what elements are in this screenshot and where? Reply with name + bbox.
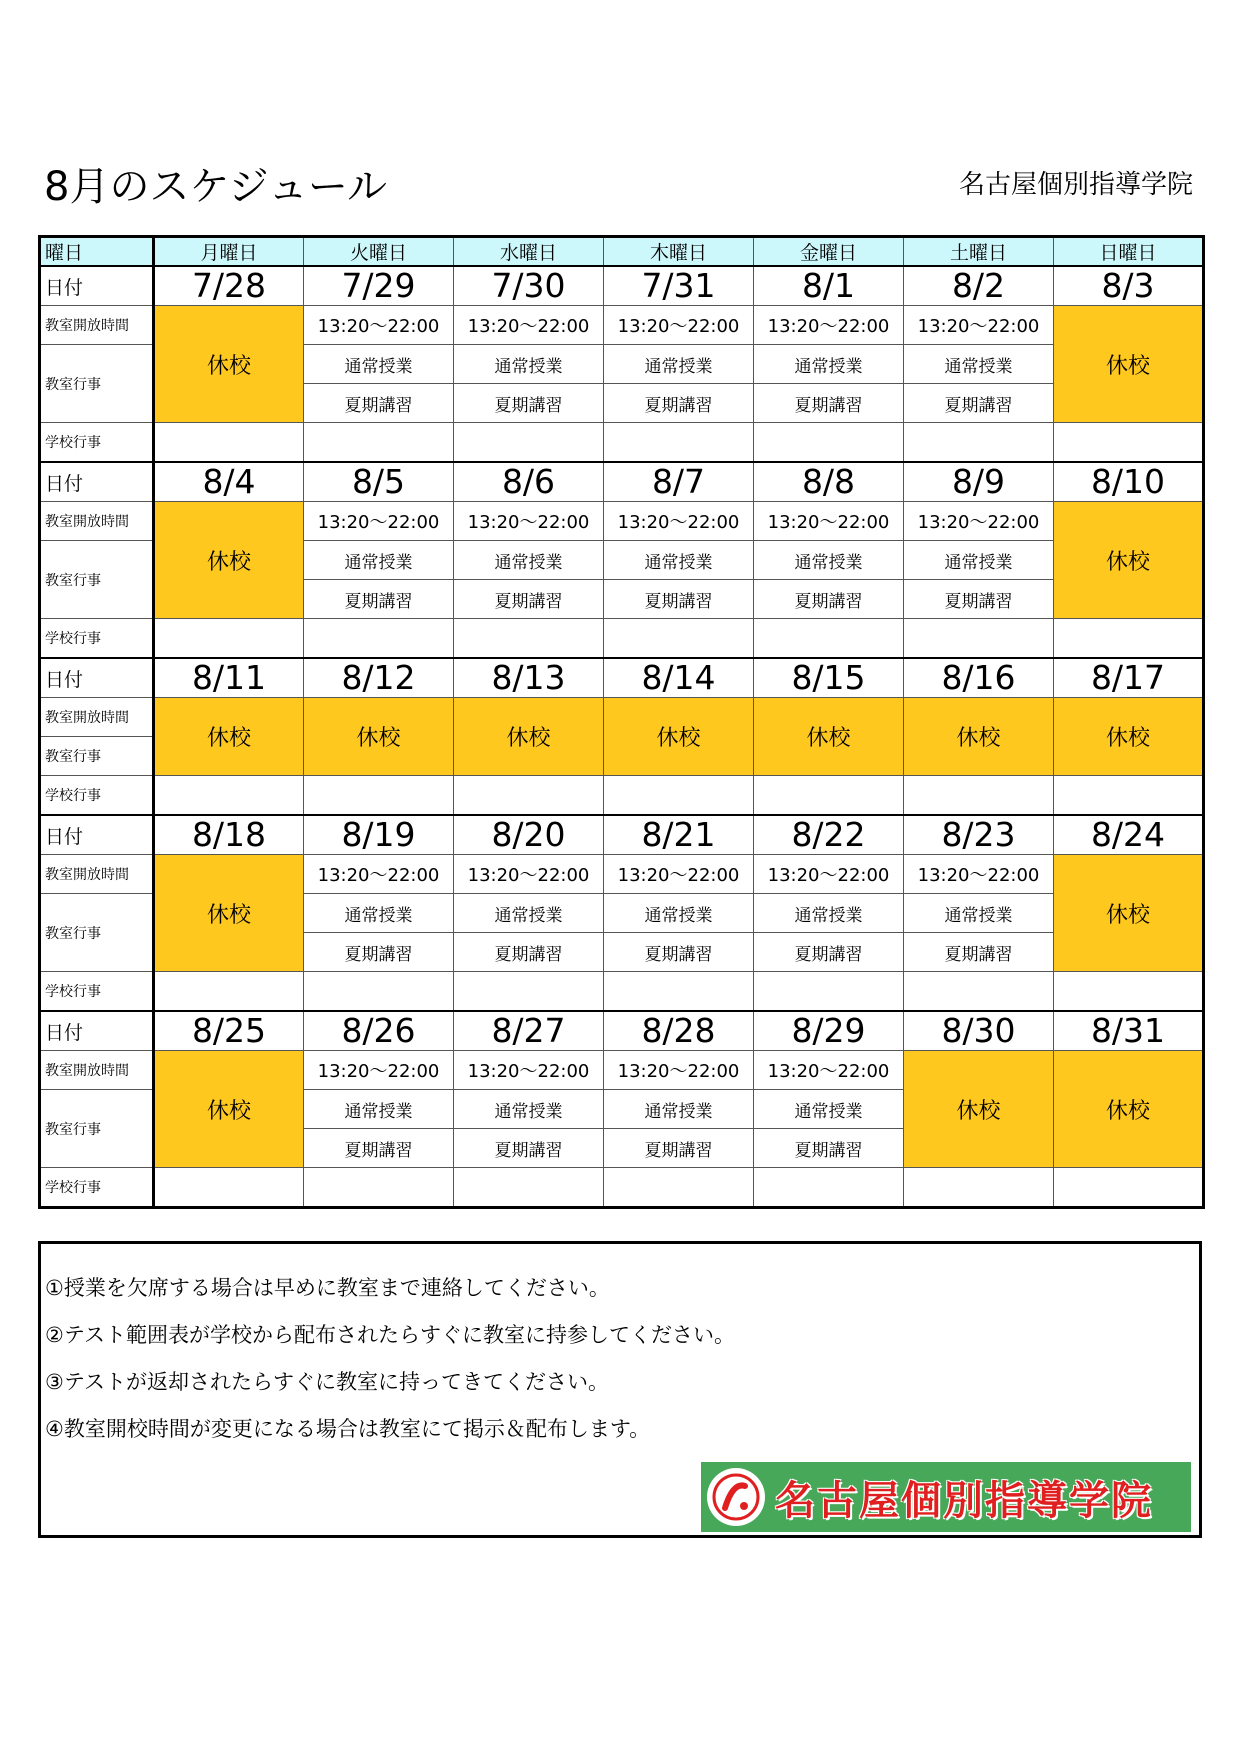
school-event-cell [454,1168,604,1208]
school-event-cell [304,619,454,659]
date-cell: 8/29 [754,1011,904,1051]
school-event-cell [154,423,304,463]
school-event-cell [304,423,454,463]
open-hours-cell: 13:20～22:00 [754,855,904,894]
weekday-header: 金曜日 [754,237,904,267]
closed-cell: 休校 [154,698,304,776]
weekday-header-label: 曜日 [40,237,154,267]
summer-course-cell: 夏期講習 [904,580,1054,619]
date-row-label: 日付 [40,658,154,698]
date-cell: 8/27 [454,1011,604,1051]
schedule-table [38,235,1205,1209]
closed-cell: 休校 [604,698,754,776]
open-hours-cell: 13:20～22:00 [604,1051,754,1090]
regular-class-cell: 通常授業 [754,345,904,384]
note-2: ②テスト範囲表が学校から配布されたらすぐに教室に持参してください。 [45,1323,735,1347]
page-title: 8月のスケジュール [44,164,388,210]
class-events-label: 教室行事 [40,737,154,776]
date-cell: 8/18 [154,815,304,855]
date-row-label: 日付 [40,815,154,855]
summer-course-cell: 夏期講習 [604,384,754,423]
date-cell: 8/13 [454,658,604,698]
school-event-cell [904,1168,1054,1208]
weekday-header: 月曜日 [154,237,304,267]
summer-course-cell: 夏期講習 [454,1129,604,1168]
date-cell: 7/29 [304,266,454,306]
regular-class-cell: 通常授業 [904,345,1054,384]
open-hours-cell: 13:20～22:00 [754,502,904,541]
open-hours-label: 教室開放時間 [40,306,154,345]
weekday-header: 火曜日 [304,237,454,267]
closed-cell: 休校 [1054,306,1204,423]
open-hours-cell: 13:20～22:00 [304,855,454,894]
summer-course-cell: 夏期講習 [604,580,754,619]
school-event-cell [154,1168,304,1208]
regular-class-cell: 通常授業 [604,541,754,580]
date-cell: 8/11 [154,658,304,698]
weekday-header: 日曜日 [1054,237,1204,267]
open-hours-cell: 13:20～22:00 [904,306,1054,345]
closed-cell: 休校 [154,306,304,423]
organization-name: 名古屋個別指導学院 [958,170,1193,200]
school-logo [701,1462,1191,1532]
date-cell: 8/30 [904,1011,1054,1051]
closed-cell: 休校 [454,698,604,776]
school-event-cell [904,972,1054,1012]
school-events-label: 学校行事 [40,1168,154,1208]
date-cell: 8/21 [604,815,754,855]
date-cell: 8/20 [454,815,604,855]
school-event-cell [904,776,1054,816]
closed-cell: 休校 [154,1051,304,1168]
summer-course-cell: 夏期講習 [454,384,604,423]
school-event-cell [1054,776,1204,816]
summer-course-cell: 夏期講習 [754,580,904,619]
note-1: ①授業を欠席する場合は早めに教室まで連絡してください。 [45,1276,610,1300]
school-event-cell [604,776,754,816]
school-event-cell [154,619,304,659]
open-hours-cell: 13:20～22:00 [454,502,604,541]
closed-cell: 休校 [1054,1051,1204,1168]
open-hours-cell: 13:20～22:00 [904,855,1054,894]
regular-class-cell: 通常授業 [454,894,604,933]
school-event-cell [154,972,304,1012]
date-cell: 8/8 [754,462,904,502]
date-cell: 8/6 [454,462,604,502]
summer-course-cell: 夏期講習 [904,384,1054,423]
regular-class-cell: 通常授業 [304,541,454,580]
open-hours-cell: 13:20～22:00 [754,1051,904,1090]
school-events-label: 学校行事 [40,619,154,659]
summer-course-cell: 夏期講習 [304,933,454,972]
school-event-cell [604,972,754,1012]
regular-class-cell: 通常授業 [904,894,1054,933]
regular-class-cell: 通常授業 [754,1090,904,1129]
date-cell: 8/7 [604,462,754,502]
school-event-cell [754,972,904,1012]
date-row-label: 日付 [40,266,154,306]
weekday-header: 水曜日 [454,237,604,267]
date-cell: 8/26 [304,1011,454,1051]
regular-class-cell: 通常授業 [604,894,754,933]
date-cell: 8/22 [754,815,904,855]
open-hours-label: 教室開放時間 [40,698,154,737]
open-hours-cell: 13:20～22:00 [754,306,904,345]
school-events-label: 学校行事 [40,972,154,1012]
school-event-cell [604,423,754,463]
regular-class-cell: 通常授業 [754,541,904,580]
date-cell: 8/28 [604,1011,754,1051]
summer-course-cell: 夏期講習 [304,580,454,619]
open-hours-cell: 13:20～22:00 [454,1051,604,1090]
school-event-cell [454,972,604,1012]
summer-course-cell: 夏期講習 [754,384,904,423]
open-hours-label: 教室開放時間 [40,855,154,894]
open-hours-cell: 13:20～22:00 [304,306,454,345]
school-event-cell [154,776,304,816]
date-cell: 8/24 [1054,815,1204,855]
school-event-cell [604,1168,754,1208]
school-event-cell [1054,423,1204,463]
school-events-label: 学校行事 [40,423,154,463]
open-hours-cell: 13:20～22:00 [604,855,754,894]
weekday-header: 土曜日 [904,237,1054,267]
school-events-label: 学校行事 [40,776,154,816]
school-event-cell [904,619,1054,659]
date-row-label: 日付 [40,1011,154,1051]
regular-class-cell: 通常授業 [754,894,904,933]
closed-cell: 休校 [754,698,904,776]
date-cell: 8/9 [904,462,1054,502]
open-hours-cell: 13:20～22:00 [904,502,1054,541]
school-event-cell [1054,972,1204,1012]
date-cell: 8/15 [754,658,904,698]
open-hours-cell: 13:20～22:00 [454,306,604,345]
summer-course-cell: 夏期講習 [454,580,604,619]
date-cell: 8/12 [304,658,454,698]
date-row-label: 日付 [40,462,154,502]
summer-course-cell: 夏期講習 [604,933,754,972]
date-cell: 8/16 [904,658,1054,698]
date-cell: 8/3 [1054,266,1204,306]
class-events-label: 教室行事 [40,541,154,619]
summer-course-cell: 夏期講習 [604,1129,754,1168]
open-hours-cell: 13:20～22:00 [454,855,604,894]
closed-cell: 休校 [154,855,304,972]
date-cell: 8/2 [904,266,1054,306]
school-event-cell [604,619,754,659]
regular-class-cell: 通常授業 [304,894,454,933]
school-event-cell [904,423,1054,463]
open-hours-label: 教室開放時間 [40,502,154,541]
open-hours-cell: 13:20～22:00 [604,306,754,345]
date-cell: 8/14 [604,658,754,698]
regular-class-cell: 通常授業 [454,1090,604,1129]
open-hours-label: 教室開放時間 [40,1051,154,1090]
note-4: ④教室開校時間が変更になる場合は教室にて掲示＆配布します。 [45,1417,651,1441]
summer-course-cell: 夏期講習 [904,933,1054,972]
note-3: ③テストが返却されたらすぐに教室に持ってきてください。 [45,1370,609,1394]
school-event-cell [754,619,904,659]
school-event-cell [754,776,904,816]
summer-course-cell: 夏期講習 [304,384,454,423]
regular-class-cell: 通常授業 [454,541,604,580]
date-cell: 7/31 [604,266,754,306]
date-cell: 8/1 [754,266,904,306]
date-cell: 8/17 [1054,658,1204,698]
school-event-cell [1054,1168,1204,1208]
school-event-cell [1054,619,1204,659]
summer-course-cell: 夏期講習 [304,1129,454,1168]
date-cell: 7/30 [454,266,604,306]
regular-class-cell: 通常授業 [604,345,754,384]
school-event-cell [454,776,604,816]
summer-course-cell: 夏期講習 [754,1129,904,1168]
school-event-cell [454,423,604,463]
regular-class-cell: 通常授業 [904,541,1054,580]
open-hours-cell: 13:20～22:00 [604,502,754,541]
class-events-label: 教室行事 [40,894,154,972]
class-events-label: 教室行事 [40,345,154,423]
regular-class-cell: 通常授業 [604,1090,754,1129]
school-event-cell [754,423,904,463]
date-cell: 8/19 [304,815,454,855]
open-hours-cell: 13:20～22:00 [304,502,454,541]
regular-class-cell: 通常授業 [454,345,604,384]
school-event-cell [304,1168,454,1208]
summer-course-cell: 夏期講習 [454,933,604,972]
closed-cell: 休校 [304,698,454,776]
date-cell: 8/23 [904,815,1054,855]
closed-cell: 休校 [1054,502,1204,619]
date-cell: 8/25 [154,1011,304,1051]
school-event-cell [754,1168,904,1208]
date-cell: 8/10 [1054,462,1204,502]
regular-class-cell: 通常授業 [304,345,454,384]
school-event-cell [304,776,454,816]
date-cell: 8/31 [1054,1011,1204,1051]
date-cell: 8/4 [154,462,304,502]
weekday-header: 木曜日 [604,237,754,267]
open-hours-cell: 13:20～22:00 [304,1051,454,1090]
school-event-cell [454,619,604,659]
closed-cell: 休校 [904,698,1054,776]
closed-cell: 休校 [154,502,304,619]
summer-course-cell: 夏期講習 [754,933,904,972]
closed-cell: 休校 [1054,855,1204,972]
logo-text: 名古屋個別指導学院 [775,1477,1153,1524]
class-events-label: 教室行事 [40,1090,154,1168]
closed-cell: 休校 [1054,698,1204,776]
logo-mark-icon [707,1468,765,1526]
school-event-cell [304,972,454,1012]
date-cell: 7/28 [154,266,304,306]
date-cell: 8/5 [304,462,454,502]
regular-class-cell: 通常授業 [304,1090,454,1129]
closed-cell: 休校 [904,1051,1054,1168]
